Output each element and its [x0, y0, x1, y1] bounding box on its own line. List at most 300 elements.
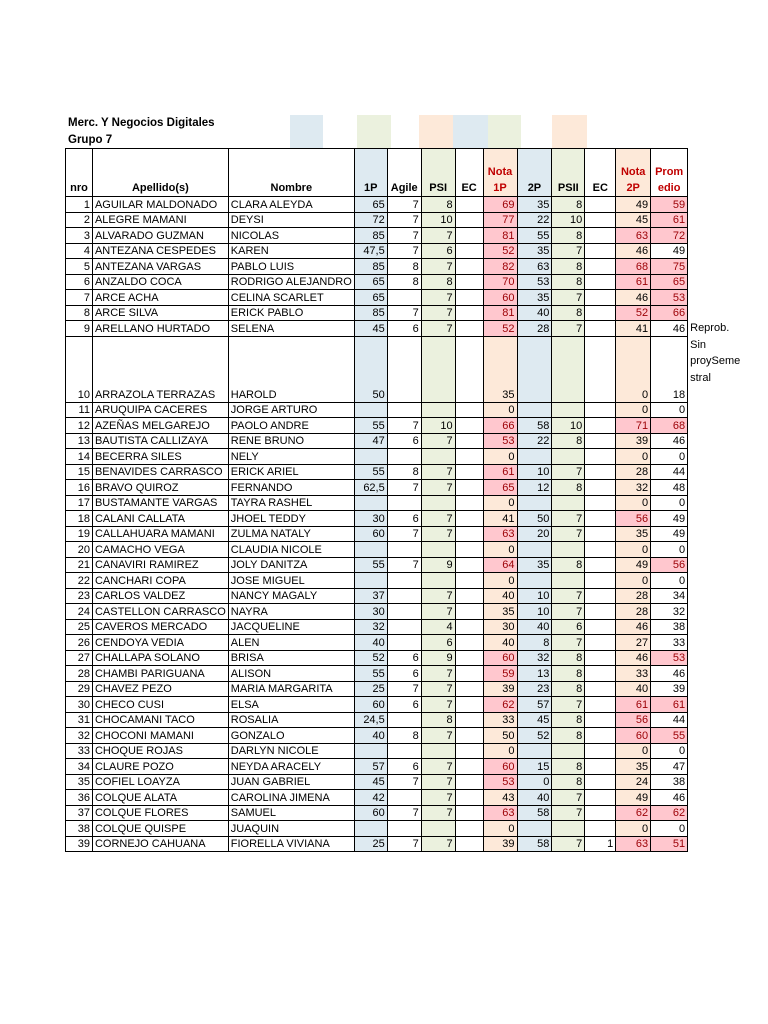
cell-promedio: 38	[651, 774, 688, 790]
cell-nro: 17	[66, 495, 93, 511]
cell-1p	[354, 743, 387, 759]
col-promedio: Prom edio	[651, 149, 688, 197]
cell-1p: 55	[354, 557, 387, 573]
cell-agile: 6	[387, 759, 421, 775]
cell-nota-1p: 53	[483, 774, 517, 790]
cell-ec	[455, 228, 483, 244]
cell-nota-2p: 46	[616, 243, 651, 259]
cell-nro: 1	[66, 197, 93, 213]
cell-apellidos: AGUILAR MALDONADO	[92, 197, 228, 213]
cell-nro: 20	[66, 542, 93, 558]
cell-nota-1p: 81	[483, 228, 517, 244]
table-row	[66, 743, 768, 759]
spare-cell	[688, 243, 768, 259]
cell-ec	[455, 418, 483, 434]
cell-1p: 60	[354, 697, 387, 713]
cell-nota-2p: 28	[616, 588, 651, 604]
cell-nota-2p: 27	[616, 635, 651, 651]
cell-nombre: NAYRA	[228, 604, 354, 620]
spare-cell	[688, 557, 768, 573]
cell-nota-2p: 56	[616, 511, 651, 527]
cell-nro: 3	[66, 228, 93, 244]
cell-nota-1p: 50	[483, 728, 517, 744]
cell-nombre: NANCY MAGALY	[228, 588, 354, 604]
cell-apellidos: ANTEZANA CESPEDES	[92, 243, 228, 259]
cell-psi	[421, 573, 455, 589]
cell-ec-2	[585, 274, 616, 290]
cell-nota-2p: 46	[616, 290, 651, 306]
cell-agile	[387, 542, 421, 558]
note-line: stral	[690, 371, 711, 384]
cell-nota-2p: 52	[616, 305, 651, 321]
cell-ec	[455, 635, 483, 651]
band-nota2p	[552, 115, 587, 148]
table-row	[66, 619, 768, 635]
cell-psii: 8	[552, 681, 585, 697]
cell-apellidos: BRAVO QUIROZ	[92, 480, 228, 496]
spare-cell	[688, 197, 768, 213]
cell-ec	[455, 526, 483, 542]
cell-2p	[517, 449, 552, 465]
cell-psi: 7	[421, 681, 455, 697]
cell-promedio: 66	[651, 305, 688, 321]
cell-apellidos: CARLOS VALDEZ	[92, 588, 228, 604]
cell-2p: 55	[517, 228, 552, 244]
cell-nota-2p: 0	[616, 449, 651, 465]
cell-ec	[455, 321, 483, 337]
cell-psi: 10	[421, 418, 455, 434]
cell-promedio: 0	[651, 573, 688, 589]
cell-2p: 50	[517, 511, 552, 527]
cell-ec	[455, 821, 483, 837]
cell-nota-2p: 49	[616, 197, 651, 213]
course-title: Merc. Y Negocios Digitales	[68, 117, 215, 129]
col-2p: 2P	[517, 149, 552, 197]
cell-apellidos: COFIEL LOAYZA	[92, 774, 228, 790]
cell-promedio: 33	[651, 635, 688, 651]
cell-promedio: 46	[651, 321, 688, 337]
cell-ec-2	[585, 433, 616, 449]
cell-psii: 8	[552, 666, 585, 682]
cell-2p: 63	[517, 259, 552, 275]
cell-nro: 27	[66, 650, 93, 666]
cell-ec	[455, 511, 483, 527]
cell-apellidos: ARELLANO HURTADO	[92, 321, 228, 337]
cell-nombre: PABLO LUIS	[228, 259, 354, 275]
cell-nombre: ALISON	[228, 666, 354, 682]
table-row	[66, 588, 768, 604]
table-row	[66, 305, 768, 321]
cell-agile	[387, 790, 421, 806]
cell-nota-1p: 40	[483, 588, 517, 604]
cell-nombre: SELENA	[228, 321, 354, 337]
cell-2p: 28	[517, 321, 552, 337]
cell-nota-2p: 46	[616, 650, 651, 666]
cell-nombre: JACQUELINE	[228, 619, 354, 635]
band-psii	[488, 115, 521, 148]
cell-ec-2	[585, 759, 616, 775]
cell-1p: 30	[354, 604, 387, 620]
cell-psii: 8	[552, 197, 585, 213]
cell-ec	[455, 259, 483, 275]
cell-apellidos: ARRAZOLA TERRAZAS	[92, 336, 228, 402]
cell-nro: 35	[66, 774, 93, 790]
spare-cell	[688, 480, 768, 496]
cell-nombre: ELSA	[228, 697, 354, 713]
cell-ec-2	[585, 259, 616, 275]
cell-ec	[455, 402, 483, 418]
spare-cell	[688, 759, 768, 775]
cell-psi: 7	[421, 526, 455, 542]
cell-psii: 8	[552, 305, 585, 321]
cell-nombre: GONZALO	[228, 728, 354, 744]
cell-psi	[421, 542, 455, 558]
cell-2p: 8	[517, 635, 552, 651]
cell-agile: 7	[387, 681, 421, 697]
cell-ec-2	[585, 588, 616, 604]
cell-psi: 4	[421, 619, 455, 635]
cell-agile: 8	[387, 259, 421, 275]
cell-nota-1p: 53	[483, 433, 517, 449]
cell-2p: 40	[517, 305, 552, 321]
cell-nota-2p: 45	[616, 212, 651, 228]
cell-nombre: ALEN	[228, 635, 354, 651]
cell-psi	[421, 449, 455, 465]
table-row	[66, 511, 768, 527]
cell-apellidos: ALEGRE MAMANI	[92, 212, 228, 228]
cell-nro: 18	[66, 511, 93, 527]
spare-cell	[688, 697, 768, 713]
cell-apellidos: BECERRA SILES	[92, 449, 228, 465]
cell-agile	[387, 712, 421, 728]
band-nota1p	[419, 115, 453, 148]
table-row	[66, 836, 768, 852]
cell-ec-2	[585, 305, 616, 321]
cell-ec	[455, 588, 483, 604]
spare-cell	[688, 433, 768, 449]
header-row	[66, 149, 768, 197]
cell-ec	[455, 197, 483, 213]
table-row	[66, 604, 768, 620]
cell-psii: 8	[552, 259, 585, 275]
cell-2p	[517, 402, 552, 418]
spare-cell	[688, 821, 768, 837]
cell-agile: 7	[387, 243, 421, 259]
table-row	[66, 336, 768, 402]
table-row	[66, 728, 768, 744]
table-row	[66, 573, 768, 589]
spare-cell	[688, 290, 768, 306]
cell-promedio: 0	[651, 495, 688, 511]
cell-psii: 8	[552, 480, 585, 496]
spare-cell	[688, 511, 768, 527]
cell-ec	[455, 495, 483, 511]
cell-agile	[387, 821, 421, 837]
cell-psii	[552, 336, 585, 402]
cell-nombre: TAYRA RASHEL	[228, 495, 354, 511]
cell-psii	[552, 573, 585, 589]
cell-apellidos: CALANI CALLATA	[92, 511, 228, 527]
cell-nota-2p: 0	[616, 743, 651, 759]
cell-nombre: ERICK PABLO	[228, 305, 354, 321]
cell-nro: 5	[66, 259, 93, 275]
cell-ec	[455, 290, 483, 306]
cell-ec	[455, 464, 483, 480]
cell-2p: 32	[517, 650, 552, 666]
cell-apellidos: ARUQUIPA CACERES	[92, 402, 228, 418]
cell-psii: 8	[552, 433, 585, 449]
cell-agile	[387, 743, 421, 759]
cell-nota-2p: 32	[616, 480, 651, 496]
cell-ec-2	[585, 197, 616, 213]
cell-ec-2	[585, 619, 616, 635]
cell-nota-2p: 46	[616, 619, 651, 635]
cell-apellidos: COLQUE ALATA	[92, 790, 228, 806]
cell-nota-1p: 0	[483, 743, 517, 759]
cell-psi: 7	[421, 836, 455, 852]
cell-nota-1p: 39	[483, 681, 517, 697]
cell-promedio: 49	[651, 526, 688, 542]
cell-psi	[421, 743, 455, 759]
cell-ec-2	[585, 511, 616, 527]
cell-ec-2	[585, 480, 616, 496]
cell-ec	[455, 790, 483, 806]
cell-agile: 7	[387, 526, 421, 542]
cell-ec-2	[585, 418, 616, 434]
cell-psi: 7	[421, 666, 455, 682]
cell-nota-1p: 70	[483, 274, 517, 290]
cell-ec-2	[585, 635, 616, 651]
cell-promedio: 47	[651, 759, 688, 775]
table-row	[66, 712, 768, 728]
cell-psii	[552, 542, 585, 558]
cell-ec-2	[585, 449, 616, 465]
cell-promedio: 46	[651, 666, 688, 682]
cell-psi	[421, 495, 455, 511]
cell-agile	[387, 290, 421, 306]
cell-1p	[354, 542, 387, 558]
col-ec: EC	[455, 149, 483, 197]
cell-promedio: 61	[651, 212, 688, 228]
spare-cell	[688, 495, 768, 511]
cell-psi	[421, 336, 455, 402]
cell-psii: 7	[552, 588, 585, 604]
cell-nombre: PAOLO ANDRE	[228, 418, 354, 434]
cell-ec	[455, 573, 483, 589]
cell-nota-1p: 43	[483, 790, 517, 806]
cell-psii	[552, 821, 585, 837]
cell-psi: 7	[421, 305, 455, 321]
cell-nota-2p: 62	[616, 805, 651, 821]
cell-psii: 7	[552, 635, 585, 651]
table-row	[66, 259, 768, 275]
cell-ec-2	[585, 542, 616, 558]
cell-nro: 14	[66, 449, 93, 465]
cell-agile: 8	[387, 274, 421, 290]
cell-psii: 7	[552, 805, 585, 821]
cell-ec	[455, 666, 483, 682]
cell-agile: 6	[387, 321, 421, 337]
cell-2p: 13	[517, 666, 552, 682]
cell-1p: 24,5	[354, 712, 387, 728]
cell-2p: 58	[517, 805, 552, 821]
cell-psi: 7	[421, 480, 455, 496]
cell-psii	[552, 495, 585, 511]
cell-nota-2p: 56	[616, 712, 651, 728]
cell-promedio: 49	[651, 243, 688, 259]
cell-psii: 7	[552, 243, 585, 259]
cell-1p: 45	[354, 774, 387, 790]
cell-psii	[552, 449, 585, 465]
table-row	[66, 759, 768, 775]
cell-psii: 8	[552, 557, 585, 573]
cell-ec-2	[585, 228, 616, 244]
cell-nota-2p: 24	[616, 774, 651, 790]
cell-ec-2	[585, 666, 616, 682]
cell-apellidos: BENAVIDES CARRASCO	[92, 464, 228, 480]
cell-psi: 7	[421, 774, 455, 790]
cell-nota-2p: 0	[616, 402, 651, 418]
spare-cell	[688, 588, 768, 604]
cell-ec	[455, 243, 483, 259]
table-row	[66, 774, 768, 790]
cell-nombre: CLARA ALEYDA	[228, 197, 354, 213]
cell-1p: 42	[354, 790, 387, 806]
cell-ec-2	[585, 464, 616, 480]
cell-psii: 8	[552, 759, 585, 775]
cell-psii: 7	[552, 790, 585, 806]
cell-2p	[517, 336, 552, 402]
cell-promedio: 75	[651, 259, 688, 275]
cell-psi: 7	[421, 511, 455, 527]
cell-ec-2	[585, 290, 616, 306]
col-nro: nro	[66, 149, 93, 197]
cell-nota-1p: 33	[483, 712, 517, 728]
cell-psii: 8	[552, 274, 585, 290]
spare-cell	[688, 805, 768, 821]
cell-2p: 15	[517, 759, 552, 775]
cell-nombre: NEYDA ARACELY	[228, 759, 354, 775]
cell-nota-1p: 35	[483, 336, 517, 402]
cell-psi: 7	[421, 321, 455, 337]
cell-nombre: MARIA MARGARITA	[228, 681, 354, 697]
cell-promedio: 62	[651, 805, 688, 821]
spare-cell	[688, 712, 768, 728]
cell-apellidos: AZEÑAS MELGAREJO	[92, 418, 228, 434]
cell-nro: 34	[66, 759, 93, 775]
cell-1p: 85	[354, 305, 387, 321]
cell-agile: 6	[387, 666, 421, 682]
cell-1p: 32	[354, 619, 387, 635]
cell-promedio: 48	[651, 480, 688, 496]
cell-nro: 36	[66, 790, 93, 806]
cell-agile: 6	[387, 511, 421, 527]
cell-nro: 15	[66, 464, 93, 480]
cell-nombre: NICOLAS	[228, 228, 354, 244]
spare-cell	[688, 259, 768, 275]
cell-2p	[517, 743, 552, 759]
cell-apellidos: COLQUE FLORES	[92, 805, 228, 821]
cell-2p: 23	[517, 681, 552, 697]
cell-1p: 55	[354, 666, 387, 682]
table-row	[66, 212, 768, 228]
cell-promedio: 0	[651, 402, 688, 418]
cell-psi: 8	[421, 712, 455, 728]
cell-nota-1p: 81	[483, 305, 517, 321]
spare-cell	[688, 464, 768, 480]
cell-psii	[552, 402, 585, 418]
cell-nombre: HAROLD	[228, 336, 354, 402]
cell-agile	[387, 635, 421, 651]
cell-nota-2p: 33	[616, 666, 651, 682]
col-nota-1p: Nota 1P	[483, 149, 517, 197]
cell-nota-1p: 0	[483, 542, 517, 558]
cell-nombre: FERNANDO	[228, 480, 354, 496]
cell-promedio: 0	[651, 542, 688, 558]
cell-2p: 12	[517, 480, 552, 496]
cell-ec-2	[585, 650, 616, 666]
band-1p	[290, 115, 323, 148]
cell-nombre: KAREN	[228, 243, 354, 259]
cell-nro: 33	[66, 743, 93, 759]
spare-cell	[688, 650, 768, 666]
cell-apellidos: ALVARADO GUZMAN	[92, 228, 228, 244]
cell-1p: 25	[354, 681, 387, 697]
cell-nombre: ZULMA NATALY	[228, 526, 354, 542]
cell-1p: 85	[354, 259, 387, 275]
spare-cell	[688, 666, 768, 682]
cell-nro: 39	[66, 836, 93, 852]
cell-nro: 37	[66, 805, 93, 821]
cell-2p: 45	[517, 712, 552, 728]
cell-psi: 9	[421, 650, 455, 666]
col-agile: Agile	[387, 149, 421, 197]
cell-ec	[455, 836, 483, 852]
cell-2p: 35	[517, 197, 552, 213]
cell-agile: 6	[387, 650, 421, 666]
cell-agile	[387, 449, 421, 465]
cell-agile: 7	[387, 418, 421, 434]
reprobado-note	[688, 320, 768, 386]
cell-promedio: 44	[651, 712, 688, 728]
cell-apellidos: ANTEZANA VARGAS	[92, 259, 228, 275]
spare-cell	[688, 542, 768, 558]
cell-psii: 7	[552, 321, 585, 337]
table-row	[66, 449, 768, 465]
cell-psi: 7	[421, 588, 455, 604]
cell-2p: 10	[517, 604, 552, 620]
table-row	[66, 557, 768, 573]
cell-promedio: 18	[651, 336, 688, 402]
cell-ec-2	[585, 821, 616, 837]
cell-nombre: FIORELLA VIVIANA	[228, 836, 354, 852]
cell-ec-2: 1	[585, 836, 616, 852]
cell-nro: 6	[66, 274, 93, 290]
table-row	[66, 197, 768, 213]
cell-promedio: 55	[651, 728, 688, 744]
spare-cell	[688, 790, 768, 806]
cell-agile	[387, 619, 421, 635]
cell-2p: 40	[517, 619, 552, 635]
cell-promedio: 49	[651, 511, 688, 527]
table-row	[66, 433, 768, 449]
cell-nombre: JUAQUIN	[228, 821, 354, 837]
cell-psi: 7	[421, 259, 455, 275]
cell-psii: 8	[552, 712, 585, 728]
cell-psii: 7	[552, 511, 585, 527]
cell-ec-2	[585, 495, 616, 511]
cell-nota-1p: 77	[483, 212, 517, 228]
